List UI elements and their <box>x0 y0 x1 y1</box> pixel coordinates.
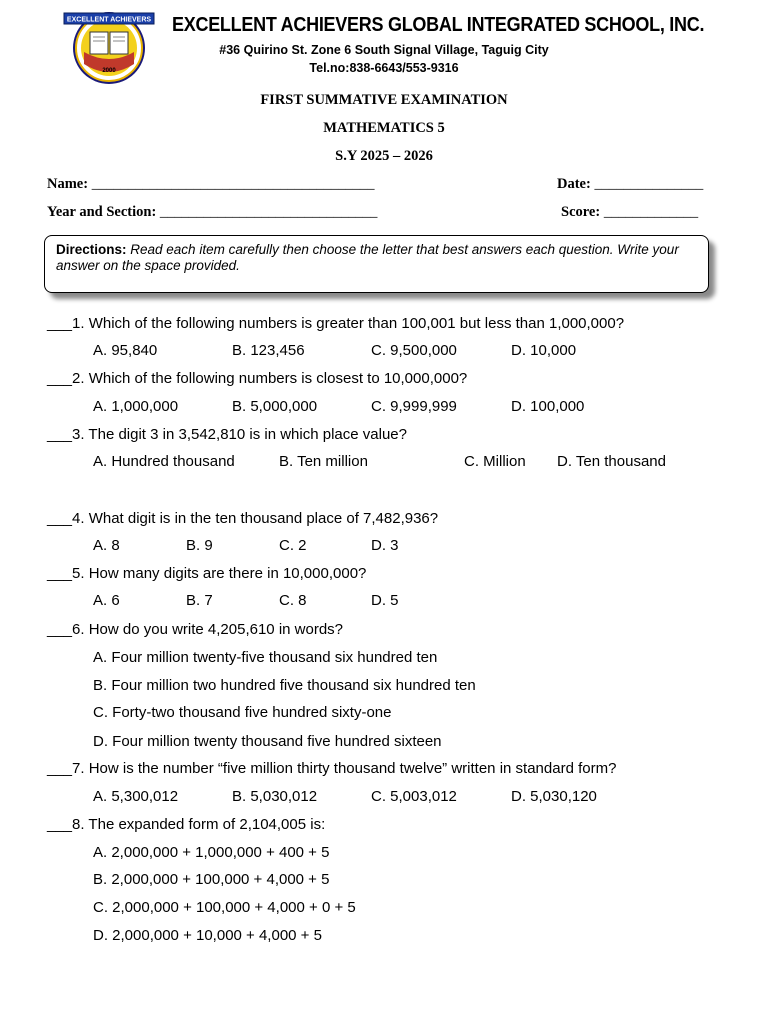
q8-option-b[interactable]: B. 2,000,000 + 100,000 + 4,000 + 5 <box>93 871 330 888</box>
q5-option-d[interactable]: D. 5 <box>371 592 399 609</box>
q1-option-b[interactable]: B. 123,456 <box>232 342 305 359</box>
q6-option-a[interactable]: A. Four million twenty-five thousand six hundred ten <box>93 649 438 666</box>
question-4: ___4. What digit is in the ten thousand place of 7,482,936? <box>47 510 439 527</box>
question-8: ___8. The expanded form of 2,104,005 is: <box>47 816 326 833</box>
question-3: ___3. The digit 3 in 3,542,810 is in which place value? <box>47 426 407 443</box>
q6-option-c[interactable]: C. Forty-two thousand five hundred sixty-one <box>93 704 392 721</box>
date-field[interactable]: Date: _______________ <box>557 176 704 192</box>
q7-option-b[interactable]: B. 5,030,012 <box>232 788 318 805</box>
question-5: ___5. How many digits are there in 10,000,000? <box>47 565 367 582</box>
q4-option-d[interactable]: D. 3 <box>371 537 399 554</box>
question-2: ___2. Which of the following numbers is closest to 10,000,000? <box>47 370 468 387</box>
exam-title: FIRST SUMMATIVE EXAMINATION <box>260 92 508 108</box>
q3-option-b[interactable]: B. Ten million <box>279 453 368 470</box>
q8-option-c[interactable]: C. 2,000,000 + 100,000 + 4,000 + 0 + 5 <box>93 899 356 916</box>
q2-option-b[interactable]: B. 5,000,000 <box>232 398 318 415</box>
logo-banner-text: EXCELLENT ACHIEVERS <box>66 16 152 24</box>
question-7: ___7. How is the number “five million thirty thousand twelve” written in standard form? <box>47 760 617 777</box>
q4-option-a[interactable]: A. 8 <box>93 537 120 554</box>
logo-year: 2000 <box>102 68 116 74</box>
score-field[interactable]: Score: _____________ <box>561 204 699 220</box>
question-6: ___6. How do you write 4,205,610 in words? <box>47 621 344 638</box>
q6-option-d[interactable]: D. Four million twenty thousand five hundred sixteen <box>93 733 442 750</box>
q6-option-b[interactable]: B. Four million two hundred five thousand six hundred ten <box>93 677 476 694</box>
q2-option-d[interactable]: D. 100,000 <box>511 398 585 415</box>
q1-option-a[interactable]: A. 95,840 <box>93 342 158 359</box>
q7-option-a[interactable]: A. 5,300,012 <box>93 788 179 805</box>
q5-option-a[interactable]: A. 6 <box>93 592 120 609</box>
year-section-field[interactable]: Year and Section: ______________________________ <box>47 204 378 220</box>
q2-option-c[interactable]: C. 9,999,999 <box>371 398 457 415</box>
directions-box <box>44 235 709 293</box>
q5-option-b[interactable]: B. 7 <box>186 592 213 609</box>
q8-option-a[interactable]: A. 2,000,000 + 1,000,000 + 400 + 5 <box>93 844 330 861</box>
q2-option-a[interactable]: A. 1,000,000 <box>93 398 179 415</box>
directions-label: Directions: <box>56 242 127 257</box>
q8-option-d[interactable]: D. 2,000,000 + 10,000 + 4,000 + 5 <box>93 927 322 944</box>
subject-title: MATHEMATICS 5 <box>323 120 445 136</box>
name-field[interactable]: Name: _______________________________________ <box>47 176 375 192</box>
q7-option-d[interactable]: D. 5,030,120 <box>511 788 597 805</box>
school-address: #36 Quirino St. Zone 6 South Signal Village, Taguig City <box>219 43 549 57</box>
school-phone: Tel.no:838-6643/553-9316 <box>309 61 459 75</box>
q3-option-a[interactable]: A. Hundred thousand <box>93 453 235 470</box>
q7-option-c[interactable]: C. 5,003,012 <box>371 788 457 805</box>
directions-text: Read each item carefully then choose the letter that best answers each question. Write your answer on the space provided. <box>56 242 679 273</box>
q4-option-c[interactable]: C. 2 <box>279 537 307 554</box>
q1-option-d[interactable]: D. 10,000 <box>511 342 577 359</box>
q4-option-b[interactable]: B. 9 <box>186 537 213 554</box>
q3-option-d[interactable]: D. Ten thousand <box>557 453 666 470</box>
school-year: S.Y 2025 – 2026 <box>335 148 433 164</box>
question-1: ___1. Which of the following numbers is greater than 100,001 but less than 1,000,000? <box>47 315 625 332</box>
q5-option-c[interactable]: C. 8 <box>279 592 307 609</box>
q1-option-c[interactable]: C. 9,500,000 <box>371 342 457 359</box>
school-name: EXCELLENT ACHIEVERS GLOBAL INTEGRATED SCHOOL, INC. <box>172 14 705 36</box>
q3-option-c[interactable]: C. Million <box>464 453 526 470</box>
